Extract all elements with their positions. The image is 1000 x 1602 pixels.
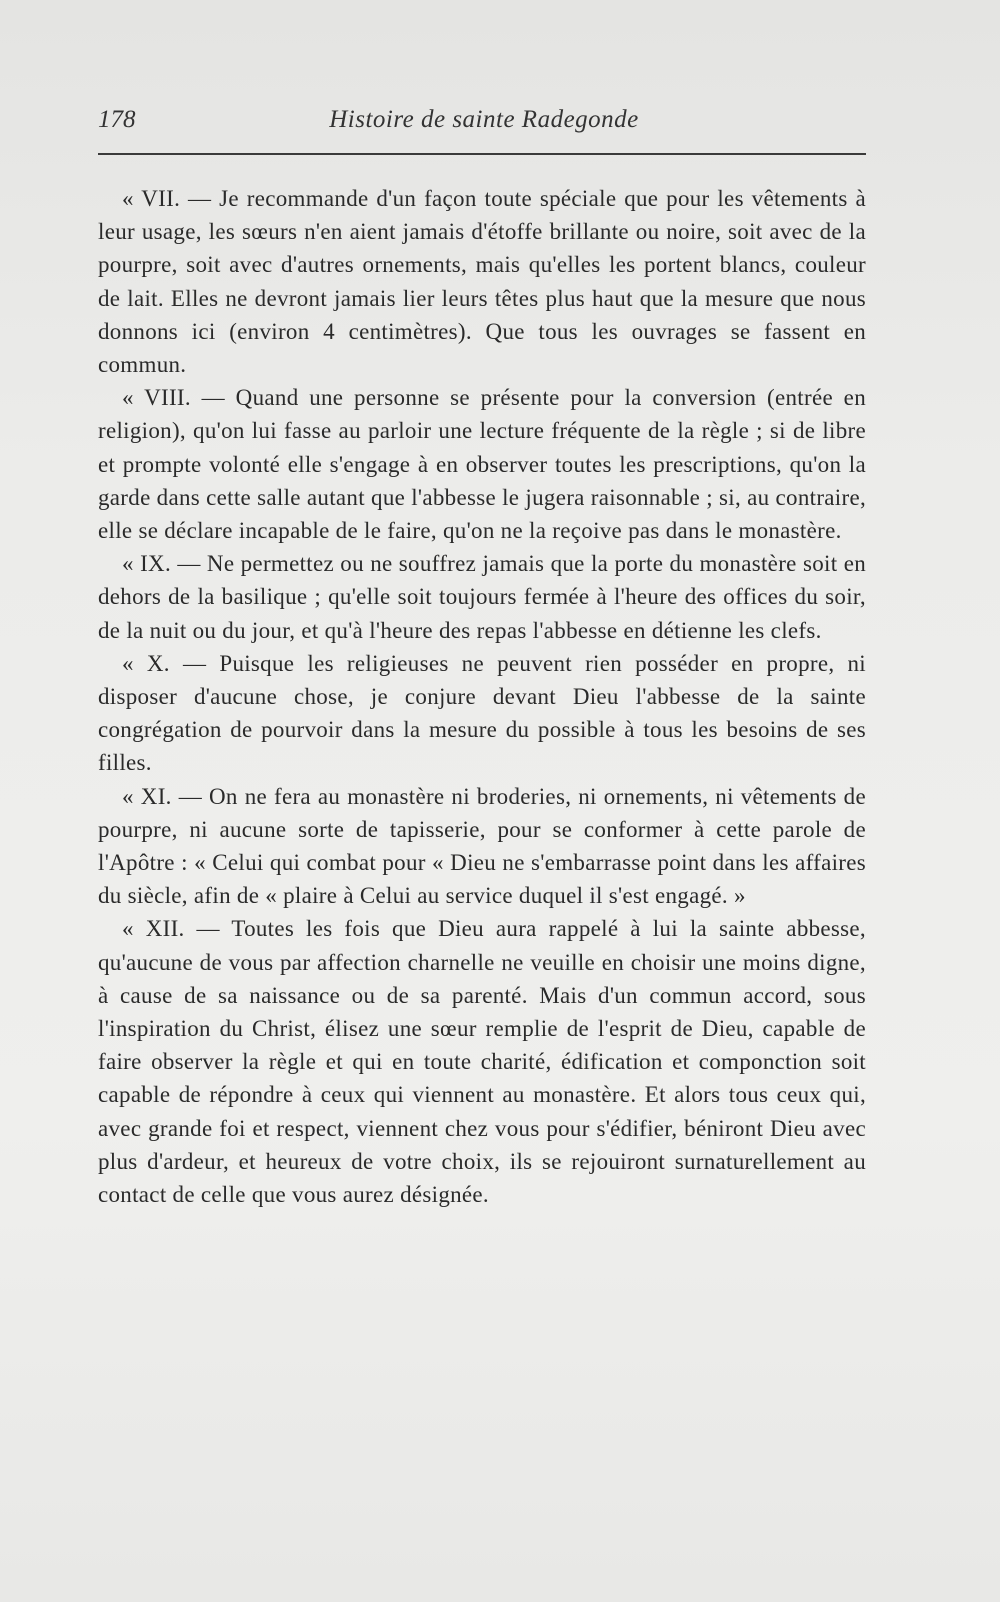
paragraph-rule-x: « X. — Puisque les religieuses ne peuvent rien posséder en propre, ni disposer d'aucune chose, je conjure devant Dieu l'abbesse de la sainte congrégation de pourvoir dans la mesure du possible à tous les besoins de ses filles. <box>98 650 866 776</box>
paragraph-rule-ix: « IX. — Ne permettez ou ne souffrez jamais que la porte du monastère soit en dehors de la basilique ; qu'elle soit toujours fermée à l'heure des offices du soir, de la nuit ou du jour, et qu'à l'heure des repas l'abbesse en détienne les clefs. <box>98 551 866 643</box>
paragraph-rule-viii: « VIII. — Quand une personne se présente pour la conversion (entrée en religion), qu'on lui fasse au parloir une lecture fréquente de la règle ; si de libre et prompte volonté elle s'engage à en observer toutes les prescriptions, qu'on la garde dans cette salle autant que l'abbesse le jugera raisonnable ; si, au contraire, elle se déclare incapable de le faire, qu'on ne la reçoive pas dans le monastère. <box>98 385 866 544</box>
paragraph-rule-vii: « VII. — Je recommande d'un façon toute spéciale que pour les vêtements à leur usage, les sœurs n'en aient jamais d'étoffe brillante ou noire, soit avec de la pourpre, soit avec d'autres ornements, mais qu'elles les portent blancs, couleur de lait. Elles ne devront jamais lier leurs têtes plus haut que la mesure que nous donnons ici (environ 4 centimètres). Que tous les ouvrages se fassent en commun. <box>98 186 866 378</box>
running-title: Histoire de sainte Radegonde <box>329 106 639 133</box>
page-number: 178 <box>98 106 136 133</box>
paragraph-rule-xi: « XI. — On ne fera au monastère ni broderies, ni ornements, ni vêtements de pourpre, ni aucune sorte de tapisserie, pour se conformer à cette parole de l'Apôtre : « Celui qui combat pour « Dieu ne s'embarrasse point dans les affaires du siècle, afin de « plaire à Celui au service duquel il s'est engagé. » <box>98 783 866 909</box>
paragraph-rule-xii: « XII. — Toutes les fois que Dieu aura rappelé à lui la sainte abbesse, qu'aucune de vous par affection charnelle ne veuille en choisir une moins digne, à cause de sa naissance ou de sa parenté. Mais d'un commun accord, sous l'inspiration du Christ, élisez une sœur remplie de l'esprit de Dieu, capable de faire observer la règle et qui en toute charité, édification et componction soit capable de répondre à ceux qui viennent au monastère. Et alors tous ceux qui, avec grande foi et respect, viennent chez vous pour s'édifier, béniront Dieu avec plus d'ardeur, et heureux de votre choix, ils se rejouiront surnaturellement au contact de celle que vous aurez désignée. <box>98 916 866 1208</box>
page-header <box>98 100 870 140</box>
body-text <box>98 182 866 1211</box>
header-rule <box>98 153 866 155</box>
